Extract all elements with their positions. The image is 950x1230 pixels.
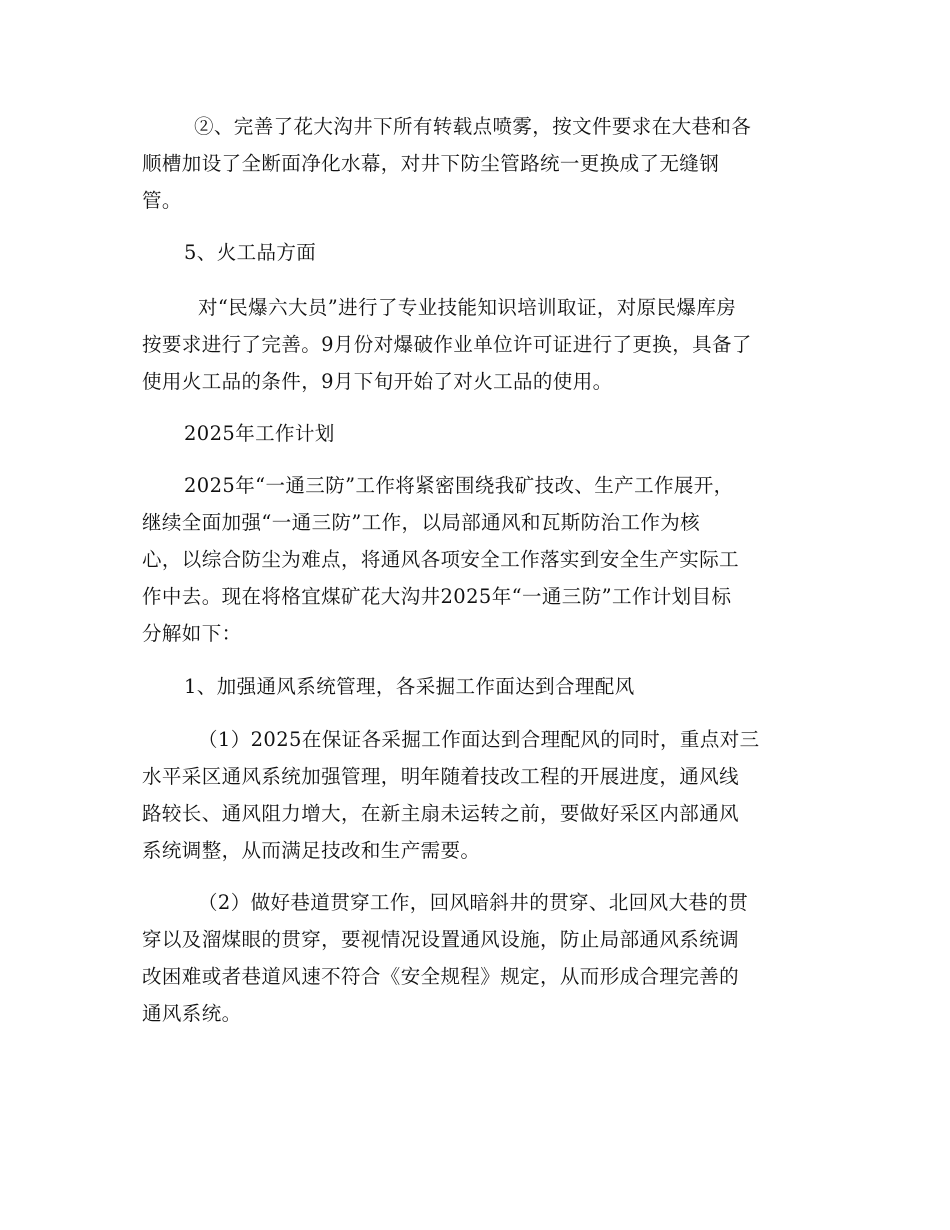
- text-line: （2）做好巷道贯穿工作，回风暗斜井的贯穿、北回风大巷的贯: [198, 891, 749, 914]
- text-line: 路较长、通风阻力增大，在新主扇未运转之前，要做好采区内部通风: [142, 802, 740, 825]
- text-line: 改困难或者巷道风速不符合《安全规程》规定，从而形成合理完善的: [142, 965, 740, 988]
- text-line: 作中去。现在将格宜煤矿花大沟井2025年“一通三防”工作计划目标: [142, 585, 732, 608]
- text-line: 顺槽加设了全断面净化水幕，对井下防尘管路统一更换成了无缝钢: [142, 152, 720, 175]
- text-line: 心，以综合防尘为难点，将通风各项安全工作落实到安全生产实际工: [142, 548, 740, 571]
- text-line: （1）2025在保证各采掘工作面达到合理配风的同时，重点对三: [198, 728, 760, 751]
- heading-explosives: [142, 234, 812, 271]
- text-line: 继续全面加强“一通三防”工作，以局部通风和瓦斯防治工作为核: [142, 511, 701, 534]
- text-line: 2025年“一通三防”工作将紧密围绕我矿技改、生产工作展开，: [184, 474, 734, 497]
- paragraph-plan-intro: [142, 467, 812, 652]
- paragraph-ventilation-item-1: [142, 721, 812, 869]
- text-line: 分解如下：: [142, 622, 242, 645]
- text-line: 穿以及溜煤眼的贯穿，要视情况设置通风设施，防止局部通风系统调: [142, 928, 740, 951]
- heading-text: 2025年工作计划: [184, 422, 335, 445]
- text-line: 水平采区通风系统加强管理，明年随着技改工程的开展进度，通风线: [142, 765, 740, 788]
- text-line: 通风系统。: [142, 1002, 242, 1025]
- text-line: ②、完善了花大沟井下所有转载点喷雾，按文件要求在大巷和各: [194, 115, 752, 138]
- text-line: 按要求进行了完善。9月份对爆破作业单位许可证进行了更换，具备了: [142, 333, 752, 356]
- text-line: 管。: [142, 189, 182, 212]
- paragraph-explosives: [142, 289, 812, 400]
- text-line: 使用火工品的条件，9月下旬开始了对火工品的使用。: [142, 370, 613, 393]
- paragraph-ventilation-item-2: [142, 884, 812, 1032]
- heading-plan: [142, 415, 812, 452]
- text-line: 系统调整，从而满足技改和生产需要。: [142, 839, 481, 862]
- heading-text: 1、加强通风系统管理，各采掘工作面达到合理配风: [184, 675, 635, 698]
- heading-ventilation: [142, 668, 812, 705]
- heading-text: 5、火工品方面: [184, 241, 317, 264]
- text-line: 对“民爆六大员”进行了专业技能知识培训取证，对原民爆库房: [198, 296, 737, 319]
- paragraph-dust-sprays: [142, 108, 812, 219]
